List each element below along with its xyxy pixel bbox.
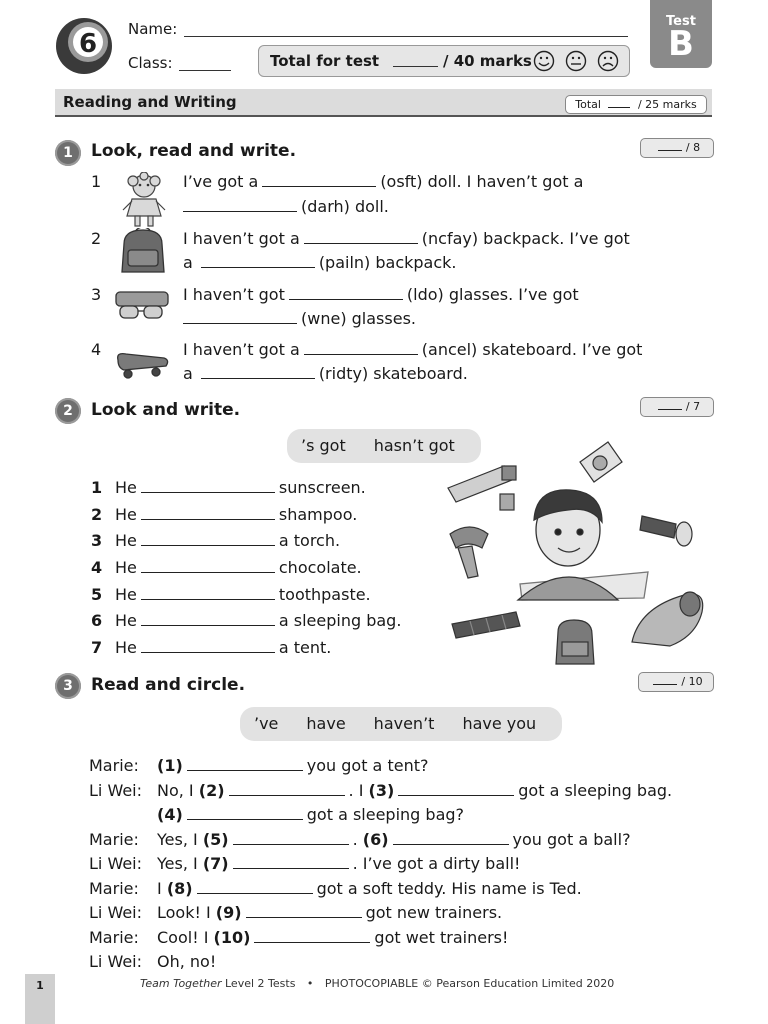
word-option: ’s got bbox=[301, 436, 346, 455]
q1-text: (ncfay) backpack. I’ve got bbox=[421, 229, 630, 248]
q3-number: 3 bbox=[55, 673, 81, 699]
toothpaste-icon bbox=[448, 466, 516, 510]
q2-marks-field[interactable] bbox=[658, 399, 682, 410]
q2-item-number: 6 bbox=[91, 611, 103, 631]
q1-item-2-line2 bbox=[183, 251, 457, 275]
q1-answer-blank[interactable] bbox=[201, 253, 315, 268]
q1-marks-out-of: / 8 bbox=[685, 141, 701, 154]
dialogue-text: No, I bbox=[157, 780, 194, 800]
test-tab bbox=[650, 0, 712, 68]
q3-answer-blank[interactable] bbox=[197, 879, 313, 894]
q1-text: (wne) glasses. bbox=[301, 309, 416, 328]
q2-answer-blank[interactable] bbox=[141, 478, 275, 493]
q2-item bbox=[91, 503, 431, 530]
gap-number: (7) bbox=[202, 854, 229, 873]
speaker: Marie: bbox=[89, 829, 139, 849]
q2-marks-out-of: / 7 bbox=[685, 400, 701, 413]
section-total-out-of: / 25 marks bbox=[637, 98, 697, 111]
dialogue-text: you got a tent? bbox=[306, 756, 429, 775]
q2-answer-blank[interactable] bbox=[141, 638, 275, 653]
q2-object: chocolate. bbox=[278, 558, 362, 578]
q2-subject: He bbox=[115, 638, 137, 658]
q2-item-number: 2 bbox=[91, 504, 103, 524]
q1-text: I haven’t got a bbox=[183, 229, 300, 248]
section-total-field[interactable] bbox=[608, 97, 630, 108]
q1-item-1 bbox=[183, 170, 583, 194]
boy-icon bbox=[518, 490, 648, 600]
dialogue-text: got a sleeping bag. bbox=[518, 780, 673, 800]
q2-item bbox=[91, 636, 431, 663]
dialogue-text: Yes, I bbox=[157, 829, 198, 849]
total-label: Total for test bbox=[270, 52, 380, 70]
skateboard-icon bbox=[114, 348, 170, 382]
q2-item bbox=[91, 609, 431, 636]
q1-answer-blank[interactable] bbox=[183, 309, 297, 324]
q1-answer-blank[interactable] bbox=[304, 229, 418, 244]
q1-item-2 bbox=[183, 227, 630, 251]
dialogue-text: . I bbox=[348, 780, 364, 800]
doll-icon bbox=[117, 172, 171, 228]
q3-answer-blank[interactable] bbox=[393, 830, 509, 845]
word-option: hasn’t got bbox=[373, 436, 455, 455]
q2-number: 2 bbox=[55, 398, 81, 424]
q1-text: a bbox=[183, 364, 193, 383]
q2-item bbox=[91, 529, 431, 556]
q1-item-1-line2 bbox=[183, 195, 389, 219]
speaker: Marie: bbox=[89, 927, 139, 947]
q1-text: (pailn) backpack. bbox=[318, 253, 457, 272]
dialogue-line bbox=[89, 926, 729, 951]
q2-item-number: 3 bbox=[91, 531, 103, 551]
q1-text: I’ve got a bbox=[183, 172, 259, 191]
q2-object: a sleeping bag. bbox=[278, 611, 402, 631]
speaker: Li Wei: bbox=[89, 854, 143, 873]
q2-object: toothpaste. bbox=[278, 584, 371, 604]
gap-number: (2) bbox=[198, 780, 225, 800]
q3-answer-blank[interactable] bbox=[254, 928, 370, 943]
q2-item bbox=[91, 476, 431, 503]
q2-object: a torch. bbox=[278, 531, 341, 551]
gap-number: (10) bbox=[213, 927, 251, 947]
dialogue-text: got new trainers. bbox=[365, 903, 503, 922]
word-option: have bbox=[306, 714, 346, 733]
q3-answer-blank[interactable] bbox=[187, 756, 303, 771]
sunscreen-icon bbox=[580, 442, 622, 482]
total-out-of: / 40 marks bbox=[443, 52, 532, 70]
q2-subject: He bbox=[115, 531, 137, 551]
q2-item-number: 1 bbox=[91, 478, 103, 497]
dialogue-text: I bbox=[157, 878, 162, 898]
dialogue-line bbox=[89, 754, 729, 779]
q3-answer-blank[interactable] bbox=[398, 781, 514, 796]
q1-title: Look, read and write. bbox=[91, 141, 297, 161]
dialogue-text: Look! I bbox=[157, 903, 211, 922]
dialogue-line bbox=[89, 828, 729, 853]
q1-item-number: 4 bbox=[91, 340, 102, 359]
q1-answer-blank[interactable] bbox=[201, 364, 315, 379]
dialogue-line bbox=[89, 950, 729, 975]
q2-item bbox=[91, 583, 431, 610]
class-field[interactable] bbox=[179, 70, 231, 71]
q2-subject: He bbox=[115, 504, 137, 524]
q3-answer-blank[interactable] bbox=[229, 781, 345, 796]
word-option: haven’t bbox=[373, 714, 435, 733]
copyright: PHOTOCOPIABLE © Pearson Education Limited 2020 bbox=[324, 977, 615, 990]
section-total-pill bbox=[565, 95, 707, 114]
word-option: ’ve bbox=[254, 714, 279, 733]
q1-item-3 bbox=[183, 283, 579, 307]
q2-title: Look and write. bbox=[91, 400, 241, 420]
section-bar bbox=[55, 89, 712, 117]
q2-item-number: 7 bbox=[91, 638, 103, 658]
q1-marks-field[interactable] bbox=[658, 140, 682, 151]
dialogue-line bbox=[89, 779, 729, 804]
unit-badge bbox=[55, 17, 113, 75]
q2-item-number: 4 bbox=[91, 558, 103, 578]
chocolate-icon bbox=[452, 612, 520, 638]
speaker: Li Wei: bbox=[89, 952, 143, 971]
dialogue-text: got a sleeping bag? bbox=[306, 805, 465, 824]
speaker: Marie: bbox=[89, 756, 139, 775]
q3-marks-field[interactable] bbox=[653, 674, 677, 685]
speaker: Marie: bbox=[89, 878, 139, 898]
gap-number: (9) bbox=[215, 903, 242, 922]
section-total-label: Total bbox=[575, 98, 601, 111]
q2-answer-blank[interactable] bbox=[141, 611, 275, 626]
series-level: Level 2 Tests bbox=[225, 977, 296, 990]
name-label: Name: bbox=[128, 20, 178, 38]
q2-answer-blank[interactable] bbox=[141, 531, 275, 546]
q2-item-number: 5 bbox=[91, 584, 103, 604]
q2-object: sunscreen. bbox=[278, 478, 366, 497]
total-marks-field[interactable] bbox=[393, 66, 438, 67]
q3-answer-blank[interactable] bbox=[187, 805, 303, 820]
series-title: Team Together bbox=[140, 977, 222, 990]
q1-item-3-line2 bbox=[183, 307, 416, 331]
class-label: Class: bbox=[128, 54, 173, 72]
q1-number: 1 bbox=[55, 140, 81, 166]
gap-number: (3) bbox=[368, 780, 395, 800]
word-option: have you bbox=[462, 714, 537, 733]
footer-bullet: • bbox=[306, 977, 314, 990]
dialogue-line bbox=[89, 877, 729, 902]
q2-subject: He bbox=[115, 478, 137, 497]
gap-number: (5) bbox=[202, 829, 229, 849]
test-letter: B bbox=[668, 24, 694, 64]
q3-answer-blank[interactable] bbox=[233, 854, 349, 869]
q1-answer-blank[interactable] bbox=[262, 172, 376, 187]
q1-text: I haven’t got bbox=[183, 285, 285, 304]
q2-answer-blank[interactable] bbox=[141, 505, 275, 520]
dialogue-text: got wet trainers! bbox=[374, 927, 509, 947]
gap-number: (1) bbox=[157, 756, 183, 775]
unit-number: 6 bbox=[78, 29, 98, 59]
q1-marks bbox=[640, 138, 714, 158]
q2-object: a tent. bbox=[278, 638, 332, 658]
scarf-icon bbox=[450, 527, 488, 578]
q1-answer-blank[interactable] bbox=[289, 285, 403, 300]
q3-answer-blank[interactable] bbox=[233, 830, 349, 845]
q3-marks bbox=[638, 672, 714, 692]
q1-item-number: 1 bbox=[91, 172, 102, 191]
q1-item-number: 3 bbox=[91, 285, 102, 304]
dialogue-text: you got a ball? bbox=[512, 829, 631, 849]
q1-text: (ldo) glasses. I’ve got bbox=[406, 285, 579, 304]
dialogue-text: . bbox=[352, 829, 358, 849]
q2-marks bbox=[640, 397, 714, 417]
q1-text: (ancel) skateboard. I’ve got bbox=[421, 340, 643, 359]
glasses-icon bbox=[114, 288, 170, 324]
section-title: Reading and Writing bbox=[63, 93, 237, 111]
page-number-tab bbox=[25, 974, 55, 1024]
q1-text: I haven’t got a bbox=[183, 340, 300, 359]
footer-credit bbox=[140, 977, 614, 990]
q2-answer-blank[interactable] bbox=[141, 585, 275, 600]
q1-text: (darh) doll. bbox=[301, 197, 389, 216]
q2-object: shampoo. bbox=[278, 504, 358, 524]
backpack-icon bbox=[114, 228, 172, 276]
dialogue-line bbox=[89, 901, 729, 926]
dialogue-line bbox=[89, 852, 729, 877]
q1-text: a bbox=[183, 253, 193, 272]
dialogue-text: Yes, I bbox=[157, 854, 198, 873]
q2-subject: He bbox=[115, 611, 137, 631]
q1-answer-blank[interactable] bbox=[183, 197, 297, 212]
dialogue-text: Oh, no! bbox=[157, 952, 217, 971]
gap-number: (8) bbox=[166, 878, 193, 898]
dialogue-text: . I’ve got a dirty ball! bbox=[352, 854, 521, 873]
dialogue-text: got a soft teddy. His name is Ted. bbox=[316, 878, 582, 898]
speaker: Li Wei: bbox=[89, 903, 143, 922]
q2-subject: He bbox=[115, 584, 137, 604]
q1-item-4-line2 bbox=[183, 362, 468, 386]
q1-text: (osft) doll. I haven’t got a bbox=[380, 172, 584, 191]
q1-answer-blank[interactable] bbox=[304, 340, 418, 355]
test-label: Test bbox=[666, 14, 696, 29]
q2-subject: He bbox=[115, 558, 137, 578]
name-field[interactable] bbox=[184, 36, 628, 37]
smiley-faces-icon bbox=[533, 50, 621, 72]
q3-marks-out-of: / 10 bbox=[681, 675, 703, 688]
page-number: 1 bbox=[36, 979, 44, 992]
q3-answer-blank[interactable] bbox=[246, 903, 362, 918]
gap-number: (4) bbox=[157, 805, 183, 824]
q1-text: (ridty) skateboard. bbox=[318, 364, 468, 383]
dialogue-line bbox=[89, 803, 729, 828]
q2-item bbox=[91, 556, 431, 583]
bag-icon bbox=[556, 620, 594, 664]
q3-title: Read and circle. bbox=[91, 675, 246, 695]
q3-dialogue bbox=[89, 754, 729, 975]
q3-word-box bbox=[240, 707, 562, 741]
gap-number: (6) bbox=[362, 829, 389, 849]
q2-sentences bbox=[91, 476, 431, 663]
boy-with-items-illustration bbox=[440, 436, 712, 672]
torch-icon bbox=[640, 516, 692, 546]
q1-item-number: 2 bbox=[91, 229, 102, 248]
q1-item-4 bbox=[183, 338, 642, 362]
q2-answer-blank[interactable] bbox=[141, 558, 275, 573]
total-marks-box bbox=[258, 45, 630, 77]
speaker: Li Wei: bbox=[89, 780, 143, 800]
tent-icon bbox=[632, 592, 703, 646]
dialogue-text: Cool! I bbox=[157, 927, 209, 947]
